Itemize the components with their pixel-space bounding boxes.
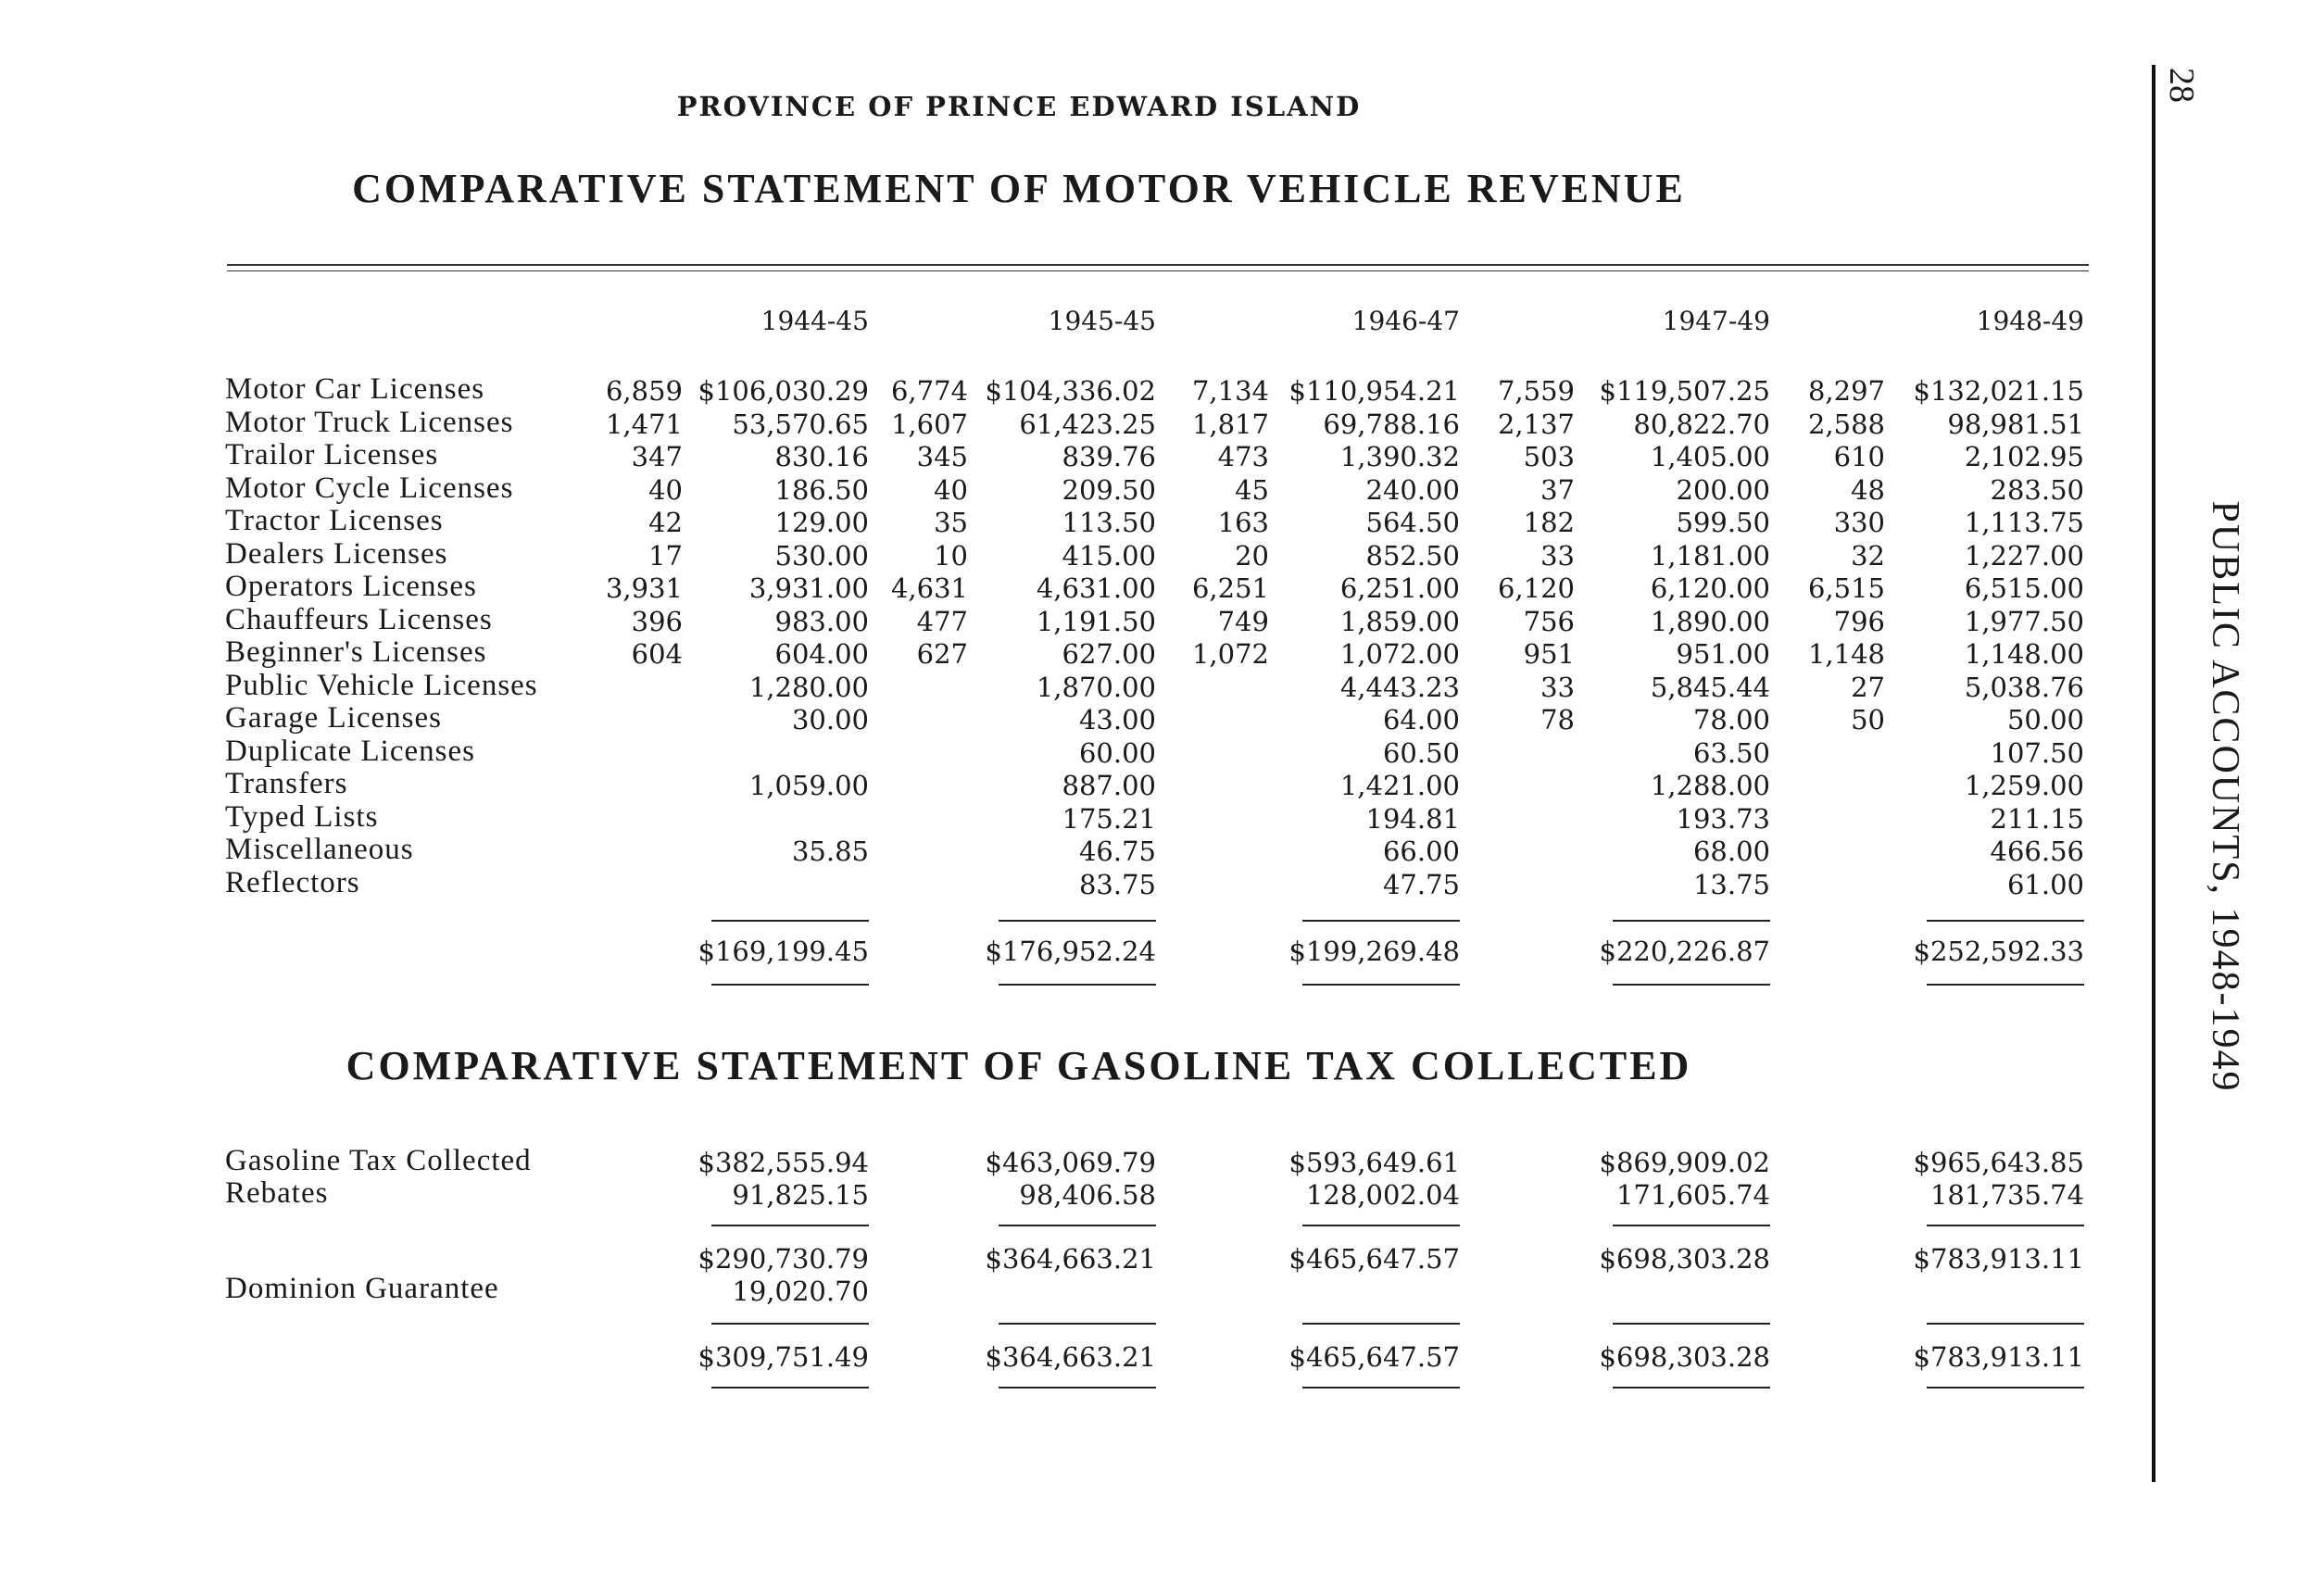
total-amount: $220,226.87 <box>1599 936 1770 967</box>
total-rule <box>999 1323 1156 1325</box>
subtotal-amount: $783,913.11 <box>1913 1243 2084 1275</box>
revenue-amount: 211.15 <box>1990 802 2084 835</box>
revenue-amount: 46.75 <box>1078 836 1156 867</box>
revenue-amount: 61,423.25 <box>1019 408 1156 440</box>
total-rule <box>1613 984 1770 986</box>
revenue-amount: $132,021.15 <box>1913 375 2084 407</box>
revenue-amount: 186.50 <box>774 473 869 506</box>
grand-total-amount: $698,303.28 <box>1599 1341 1770 1373</box>
revenue-amount: 68.00 <box>1692 836 1770 867</box>
revenue-amount: 4,631.00 <box>1036 572 1156 604</box>
subtotal-rule <box>1613 1225 1770 1226</box>
revenue-amount: 1,870.00 <box>1036 671 1156 703</box>
license-count: 42 <box>648 507 683 538</box>
row-label <box>225 406 514 440</box>
revenue-amount: $104,336.02 <box>985 375 1156 407</box>
running-side-title: PUBLIC ACCOUNTS, 1948-1949 <box>2204 500 2246 1093</box>
license-count: 1,607 <box>890 408 968 440</box>
row-label-text: Motor Cycle Licenses <box>225 471 514 505</box>
row-label <box>225 372 484 407</box>
page-number: 28 <box>2162 68 2201 103</box>
license-count: 1,471 <box>605 408 683 440</box>
subtotal-amount: $698,303.28 <box>1599 1243 1770 1275</box>
revenue-amount: 78.00 <box>1692 704 1770 735</box>
license-count: 1,148 <box>1807 638 1885 670</box>
province-heading: PROVINCE OF PRINCE EDWARD ISLAND <box>676 91 1362 122</box>
license-count: 2,137 <box>1497 408 1575 440</box>
revenue-amount: 1,259.00 <box>1964 770 2084 801</box>
license-count: 4,631 <box>890 572 968 604</box>
revenue-amount: 80,822.70 <box>1633 408 1770 440</box>
revenue-amount: 175.21 <box>1062 802 1156 835</box>
row-label: Gasoline Tax Collected <box>225 1144 532 1177</box>
revenue-amount: 6,515.00 <box>1964 572 2084 604</box>
revenue-amount: 107.50 <box>1990 736 2084 769</box>
gas-tax-amount: $869,909.02 <box>1599 1147 1770 1178</box>
row-label-text: Beginner's Licenses <box>225 635 487 669</box>
total-rule <box>1927 1387 2084 1389</box>
license-count: 7,134 <box>1191 375 1269 407</box>
row-label <box>225 603 493 637</box>
revenue-amount: $119,507.25 <box>1599 375 1770 407</box>
license-count: 6,859 <box>605 375 683 407</box>
revenue-amount: 951.00 <box>1676 638 1770 670</box>
revenue-amount: 60.00 <box>1078 736 1156 769</box>
row-label <box>225 669 538 703</box>
license-count: 10 <box>934 539 968 572</box>
rebate-amount: 128,002.04 <box>1305 1179 1460 1211</box>
year-heading: 1948-49 <box>1976 306 2084 336</box>
license-count: 33 <box>1540 671 1575 703</box>
revenue-amount: 627.00 <box>1062 638 1156 670</box>
rebate-amount: 91,825.15 <box>732 1179 869 1211</box>
revenue-amount: 35.85 <box>791 836 869 867</box>
revenue-amount: 3,931.00 <box>748 572 869 604</box>
revenue-amount: 852.50 <box>1365 539 1460 572</box>
revenue-amount: 113.50 <box>1062 507 1156 538</box>
year-heading: 1946-47 <box>1351 306 1460 336</box>
revenue-amount: 530.00 <box>774 539 869 572</box>
subtotal-rule <box>1302 1225 1460 1226</box>
revenue-amount: 839.76 <box>1062 441 1156 472</box>
revenue-amount: 83.75 <box>1078 868 1156 900</box>
year-heading: 1944-45 <box>760 306 869 336</box>
grand-total-amount: $309,751.49 <box>698 1341 869 1373</box>
row-label <box>225 570 477 604</box>
license-count: 32 <box>1851 539 1885 572</box>
row-label-text: Chauffeurs Licenses <box>225 602 493 636</box>
row-label-text: Garage Licenses <box>225 701 442 735</box>
revenue-amount: 13.75 <box>1692 868 1770 900</box>
license-count: 48 <box>1851 473 1885 506</box>
license-count: 627 <box>916 638 968 670</box>
license-count: 45 <box>1235 473 1269 506</box>
row-label <box>225 537 447 572</box>
total-rule <box>999 984 1156 986</box>
rebate-amount: 98,406.58 <box>1019 1179 1156 1211</box>
subtotal-amount: $364,663.21 <box>985 1243 1156 1275</box>
total-rule <box>711 1387 869 1389</box>
row-label-text: Motor Car Licenses <box>225 372 485 406</box>
gas-tax-amount: $382,555.94 <box>698 1147 869 1178</box>
revenue-amount: 1,113.75 <box>1964 507 2084 538</box>
revenue-amount: 1,227.00 <box>1964 539 2084 572</box>
total-rule <box>1927 984 2084 986</box>
total-rule <box>1302 1323 1460 1325</box>
row-label <box>225 471 513 506</box>
row-label: Rebates <box>225 1176 329 1210</box>
revenue-amount: 1,977.50 <box>1964 605 2084 637</box>
rebate-amount: 171,605.74 <box>1615 1179 1770 1211</box>
revenue-amount: 61.00 <box>2006 868 2084 900</box>
year-heading: 1947-49 <box>1662 306 1770 336</box>
revenue-amount: 194.81 <box>1365 802 1460 835</box>
license-count: 345 <box>916 441 968 472</box>
revenue-amount: 1,181.00 <box>1650 539 1770 572</box>
row-label-text: Duplicate Licenses <box>225 734 475 768</box>
revenue-amount: 50.00 <box>2006 704 2084 735</box>
license-count: 37 <box>1540 473 1575 506</box>
license-count: 796 <box>1833 605 1885 637</box>
row-label <box>225 735 475 769</box>
revenue-amount: 1,191.50 <box>1036 605 1156 637</box>
total-amount: $176,952.24 <box>985 936 1156 967</box>
page-edge-bar <box>2152 65 2155 1482</box>
row-label-text: Tractor Licenses <box>225 504 444 537</box>
revenue-amount: 47.75 <box>1382 868 1460 900</box>
revenue-amount: 1,148.00 <box>1964 638 2084 670</box>
row-label <box>225 438 438 472</box>
guarantee-amount: 19,020.70 <box>732 1276 869 1307</box>
total-rule <box>1613 920 1770 922</box>
revenue-amount: 6,120.00 <box>1650 572 1770 604</box>
license-count: 6,515 <box>1807 572 1885 604</box>
license-count: 182 <box>1523 507 1575 538</box>
revenue-amount: 1,859.00 <box>1339 605 1460 637</box>
revenue-amount: 599.50 <box>1676 507 1770 538</box>
license-count: 27 <box>1851 671 1885 703</box>
revenue-amount: 5,845.44 <box>1650 671 1770 703</box>
license-count: 40 <box>648 473 683 506</box>
license-count: 8,297 <box>1807 375 1885 407</box>
revenue-amount: 1,390.32 <box>1339 441 1460 472</box>
total-rule <box>999 1387 1156 1389</box>
license-count: 347 <box>631 441 683 472</box>
row-label-text: Typed Lists <box>225 799 379 834</box>
license-count: 330 <box>1833 507 1885 538</box>
gas-tax-amount: $965,643.85 <box>1913 1147 2084 1178</box>
total-amount: $199,269.48 <box>1288 936 1460 967</box>
revenue-amount: 30.00 <box>791 704 869 735</box>
row-label-text: Trailor Licenses <box>225 438 439 471</box>
total-rule <box>1302 984 1460 986</box>
license-count: 6,774 <box>890 375 968 407</box>
license-count: 35 <box>934 507 968 538</box>
gas-tax-amount: $593,649.61 <box>1288 1147 1460 1178</box>
revenue-amount: 129.00 <box>774 507 869 538</box>
revenue-amount: 887.00 <box>1062 770 1156 801</box>
license-count: 503 <box>1523 441 1575 472</box>
grand-total-amount: $783,913.11 <box>1913 1341 2084 1373</box>
revenue-amount: 64.00 <box>1382 704 1460 735</box>
revenue-amount: 98,981.51 <box>1947 408 2084 440</box>
license-count: 78 <box>1540 704 1575 735</box>
license-count: 396 <box>631 605 683 637</box>
revenue-amount: 4,443.23 <box>1339 671 1460 703</box>
year-heading: 1945-45 <box>1048 306 1156 336</box>
license-count: 40 <box>934 473 968 506</box>
revenue-amount: 983.00 <box>774 605 869 637</box>
gas-tax-amount: $463,069.79 <box>985 1147 1156 1178</box>
revenue-amount: 193.73 <box>1676 802 1770 835</box>
total-rule <box>1927 1323 2084 1325</box>
total-rule <box>1302 1387 1460 1389</box>
revenue-amount: 240.00 <box>1365 473 1460 506</box>
total-rule <box>1613 1323 1770 1325</box>
row-label-text: Transfers <box>225 767 348 800</box>
row-label-text: Public Vehicle Licenses <box>225 668 538 702</box>
revenue-amount: 200.00 <box>1676 473 1770 506</box>
license-count: 1,072 <box>1191 638 1269 670</box>
total-rule <box>999 920 1156 922</box>
row-label <box>225 701 442 735</box>
license-count: 610 <box>1833 441 1885 472</box>
total-rule <box>711 920 869 922</box>
motor-vehicle-revenue-title: COMPARATIVE STATEMENT OF MOTOR VEHICLE REVENUE <box>352 166 1686 211</box>
revenue-amount: 6,251.00 <box>1339 572 1460 604</box>
license-count: 749 <box>1217 605 1269 637</box>
subtotal-amount: $290,730.79 <box>698 1243 869 1275</box>
revenue-amount: 604.00 <box>774 638 869 670</box>
revenue-amount: 69,788.16 <box>1323 408 1460 440</box>
license-count: 477 <box>916 605 968 637</box>
row-label <box>225 635 486 670</box>
license-count: 50 <box>1851 704 1885 735</box>
total-rule <box>1302 920 1460 922</box>
revenue-amount: 1,280.00 <box>748 671 869 703</box>
revenue-amount: 63.50 <box>1692 736 1770 769</box>
grand-total-amount: $364,663.21 <box>985 1341 1156 1373</box>
total-rule <box>1927 920 2084 922</box>
license-count: 951 <box>1523 638 1575 670</box>
revenue-amount: 415.00 <box>1062 539 1156 572</box>
row-label-text: Reflectors <box>225 865 360 899</box>
revenue-amount: 2,102.95 <box>1964 441 2084 472</box>
license-count: 17 <box>648 539 683 572</box>
license-count: 473 <box>1217 441 1269 472</box>
license-count: 1,817 <box>1191 408 1269 440</box>
revenue-amount: 1,405.00 <box>1650 441 1770 472</box>
row-label-text: Motor Truck Licenses <box>225 405 514 439</box>
license-count: 6,251 <box>1191 572 1269 604</box>
revenue-amount: 209.50 <box>1062 473 1156 506</box>
subtotal-rule <box>1927 1225 2084 1226</box>
revenue-amount: 1,288.00 <box>1650 770 1770 801</box>
license-count: 3,931 <box>605 572 683 604</box>
license-count: 163 <box>1217 507 1269 538</box>
header-rule <box>227 264 2089 266</box>
revenue-amount: 60.50 <box>1382 736 1460 769</box>
total-rule <box>711 1323 869 1325</box>
revenue-amount: $110,954.21 <box>1288 375 1460 407</box>
revenue-amount: 1,059.00 <box>748 770 869 801</box>
revenue-amount: 53,570.65 <box>732 408 869 440</box>
gasoline-tax-title: COMPARATIVE STATEMENT OF GASOLINE TAX COLLECTED <box>346 1043 1692 1088</box>
subtotal-rule <box>999 1225 1156 1226</box>
row-label <box>225 800 378 835</box>
revenue-amount: 283.50 <box>1990 473 2084 506</box>
license-count: 756 <box>1523 605 1575 637</box>
license-count: 20 <box>1235 539 1269 572</box>
revenue-amount: 43.00 <box>1078 704 1156 735</box>
revenue-amount: 466.56 <box>1990 836 2084 867</box>
total-rule <box>1613 1387 1770 1389</box>
revenue-amount: 830.16 <box>774 441 869 472</box>
license-count: 6,120 <box>1497 572 1575 604</box>
row-label <box>225 866 360 900</box>
row-label-text: Dealers Licenses <box>225 536 448 571</box>
header-rule-2 <box>227 270 2089 271</box>
revenue-amount: 1,890.00 <box>1650 605 1770 637</box>
row-label-text: Operators Licenses <box>225 570 477 603</box>
license-count: 33 <box>1540 539 1575 572</box>
revenue-amount: $106,030.29 <box>698 375 869 407</box>
total-amount: $169,199.45 <box>698 936 869 967</box>
row-label <box>225 504 444 538</box>
row-label-text: Miscellaneous <box>225 833 414 866</box>
total-amount: $252,592.33 <box>1913 936 2084 967</box>
rebate-amount: 181,735.74 <box>1929 1179 2084 1211</box>
total-rule <box>711 984 869 986</box>
grand-total-amount: $465,647.57 <box>1288 1341 1460 1373</box>
row-label <box>225 833 414 867</box>
row-label: Dominion Guarantee <box>225 1272 499 1305</box>
license-count: 2,588 <box>1807 408 1885 440</box>
revenue-amount: 564.50 <box>1365 507 1460 538</box>
revenue-amount: 1,072.00 <box>1339 638 1460 670</box>
row-label <box>225 767 347 801</box>
revenue-amount: 5,038.76 <box>1964 671 2084 703</box>
revenue-amount: 66.00 <box>1382 836 1460 867</box>
revenue-amount: 1,421.00 <box>1339 770 1460 801</box>
license-count: 604 <box>631 638 683 670</box>
license-count: 7,559 <box>1497 375 1575 407</box>
subtotal-rule <box>711 1225 869 1226</box>
subtotal-amount: $465,647.57 <box>1288 1243 1460 1275</box>
